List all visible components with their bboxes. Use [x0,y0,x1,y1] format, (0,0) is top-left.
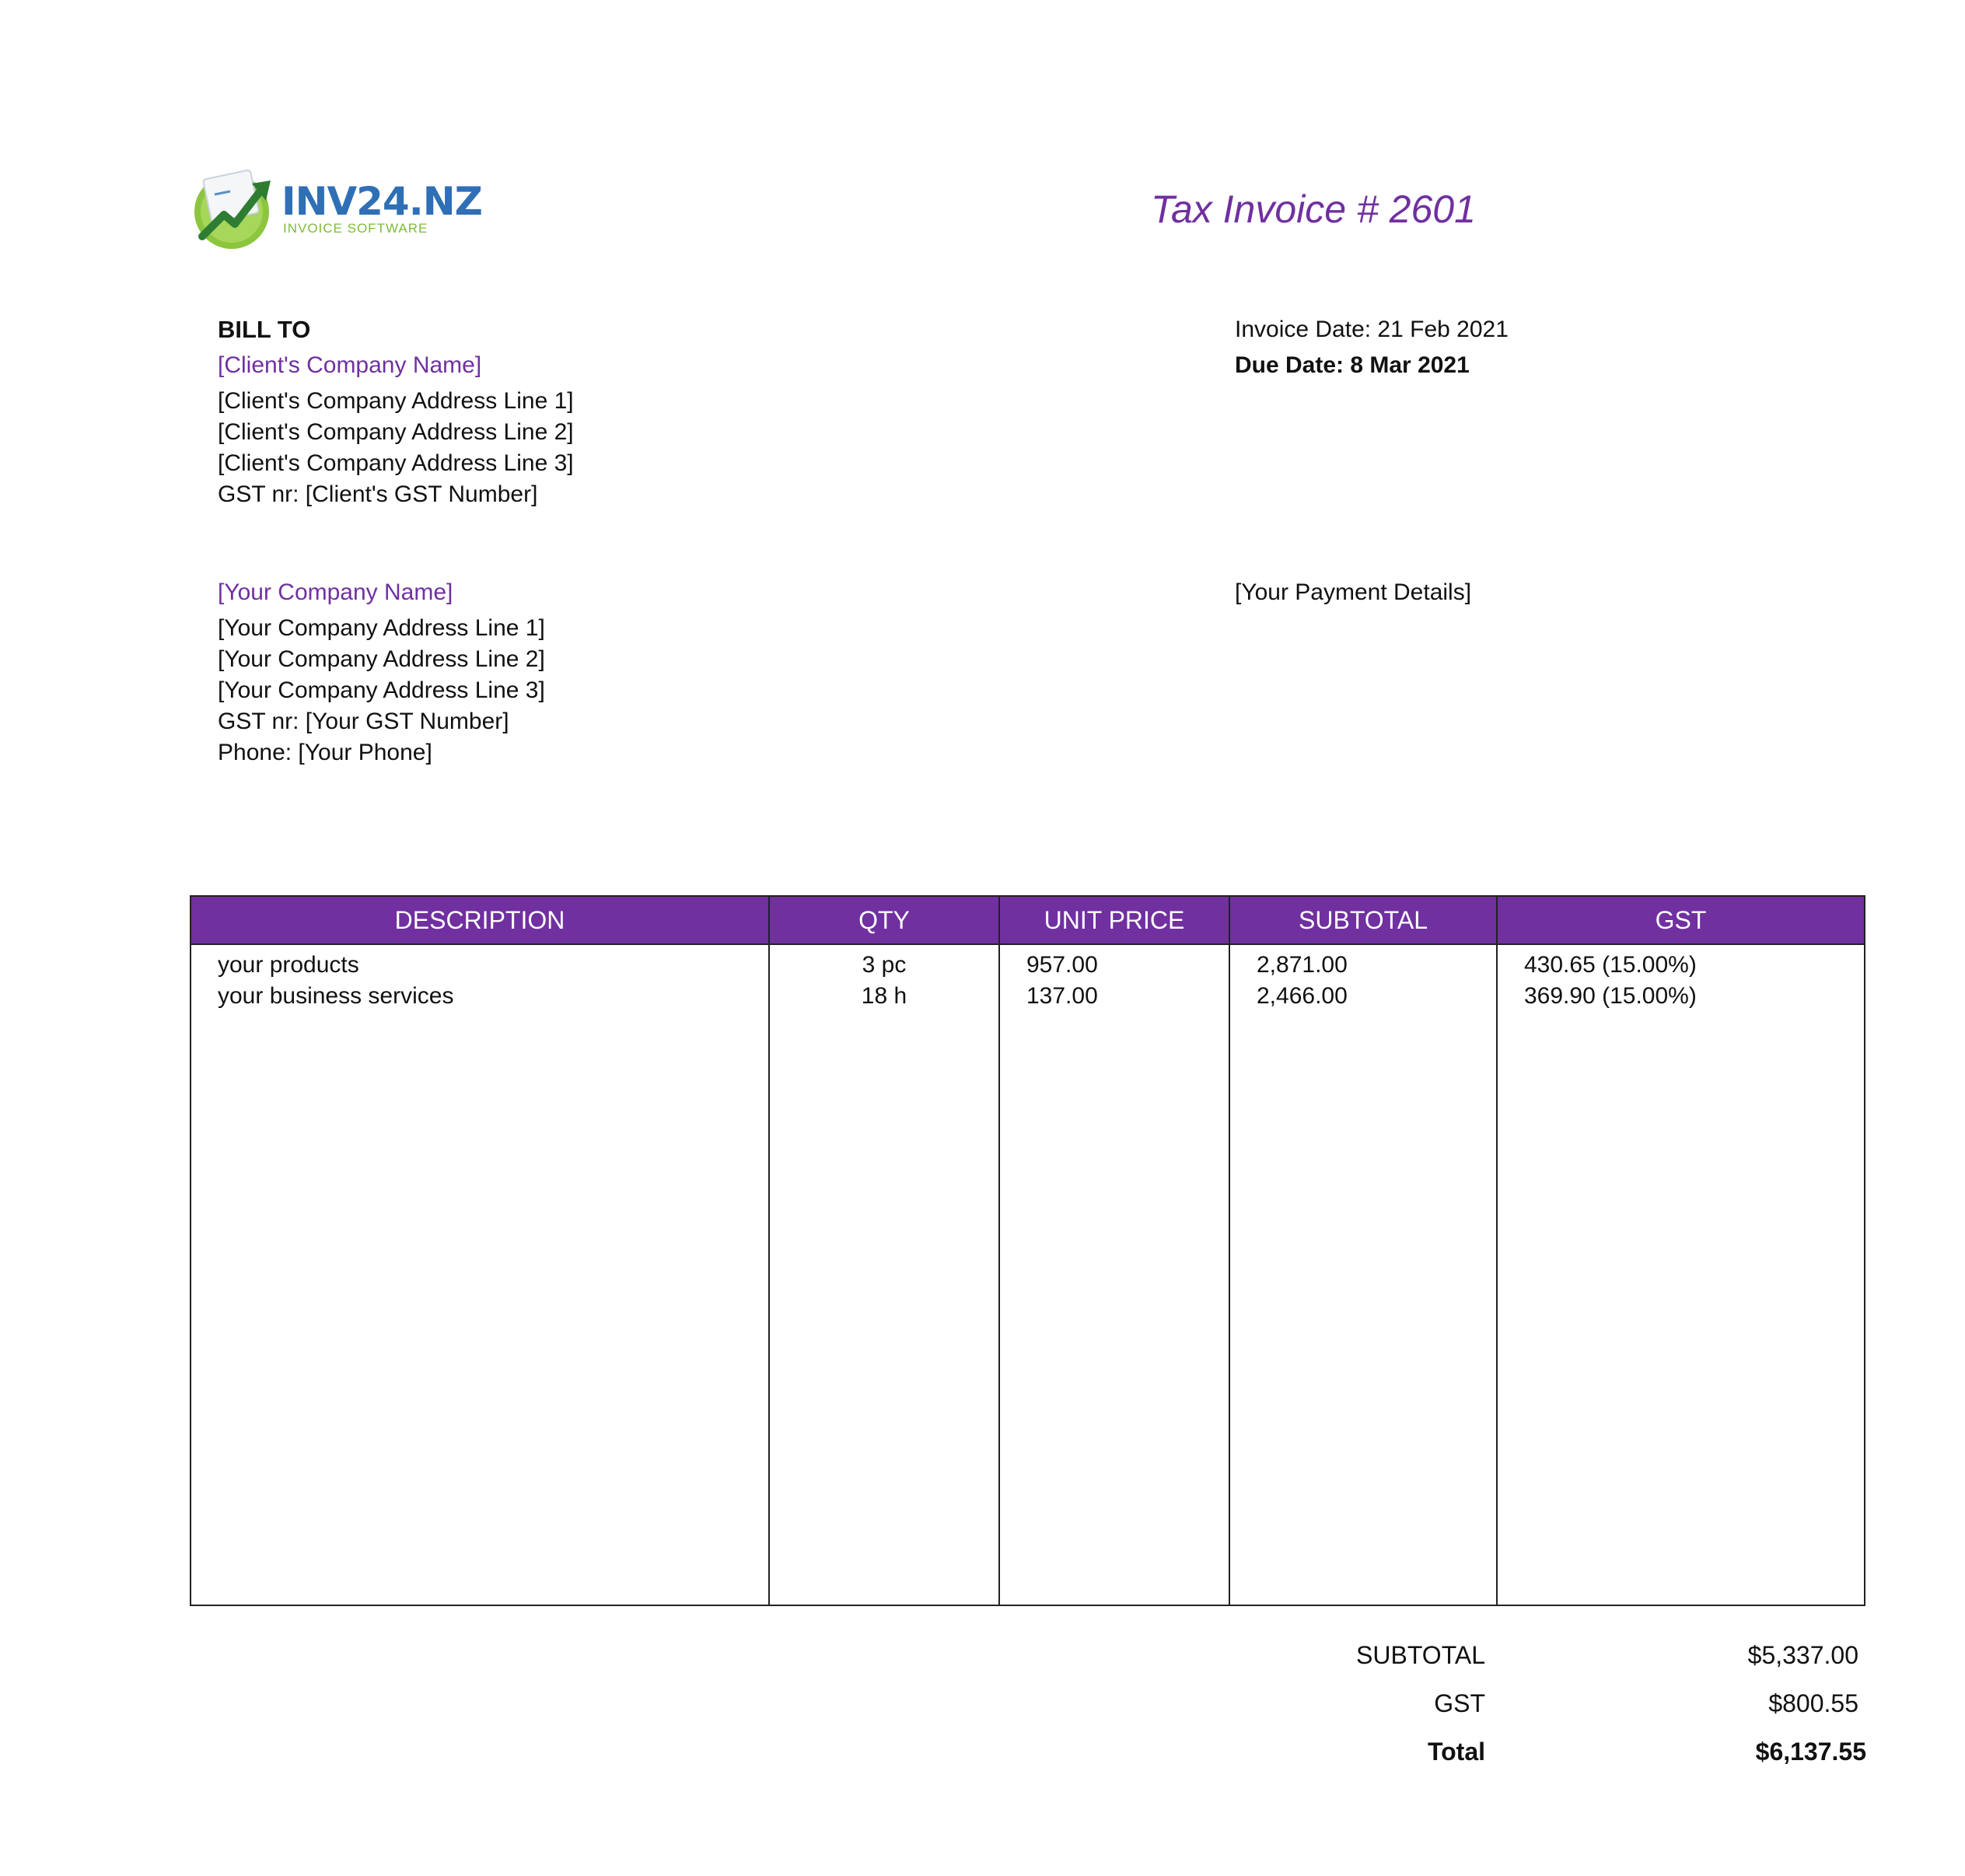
col-header-description: DESCRIPTION [191,896,769,944]
invoice-dates [1235,314,1509,381]
col-header-unit-price: UNIT PRICE [999,896,1229,944]
row-1-unit-price: 957.00 [1026,952,1098,978]
row-1-gst: 430.65 (15.00%) [1524,952,1697,978]
bill-to-block [218,314,574,510]
row-1-qty: 3 pc [862,952,907,978]
col-header-subtotal: SUBTOTAL [1229,896,1497,944]
gst-total-label: GST [1434,1689,1485,1717]
qty-column [769,944,999,1605]
client-address-line-2: [Client's Company Address Line 2] [218,419,574,445]
line-items-table [190,895,1865,1606]
row-2-unit-price: 137.00 [1026,983,1098,1009]
gst-column [1497,944,1865,1605]
logo-mark-icon [190,166,275,250]
seller-address-line-1: [Your Company Address Line 1] [218,615,545,641]
subtotal-value: $5,337.00 [1747,1641,1858,1669]
client-gst-number: GST nr: [Client's GST Number] [218,481,538,507]
unit-price-column [999,944,1229,1605]
table-body-row [191,944,1865,1605]
total-value: $6,137.55 [1755,1738,1866,1766]
seller-gst-number: GST nr: [Your GST Number] [218,709,509,734]
row-2-gst: 369.90 (15.00%) [1524,983,1697,1009]
total-label: Total [1427,1738,1485,1766]
due-date: Due Date: 8 Mar 2021 [1235,352,1470,378]
client-address-line-3: [Client's Company Address Line 3] [218,450,574,476]
row-1-description: your products [218,952,359,978]
bill-to-heading: BILL TO [218,316,311,343]
row-2-description: your business services [218,983,454,1009]
logo-brand: INV24.NZ [281,179,482,224]
seller-address-line-3: [Your Company Address Line 3] [218,677,545,703]
client-company-name: [Client's Company Name] [218,352,482,378]
logo-tagline: INVOICE SOFTWARE [283,221,428,236]
row-1-subtotal: 2,871.00 [1257,952,1348,978]
client-address-line-1: [Client's Company Address Line 1] [218,388,574,414]
col-header-qty: QTY [769,896,999,944]
table-header-row [191,896,1865,944]
subtotal-label: SUBTOTAL [1356,1641,1485,1669]
company-logo [190,166,482,250]
subtotal-column [1229,944,1497,1605]
gst-total-value: $800.55 [1768,1689,1858,1717]
seller-block [218,577,545,768]
seller-address-line-2: [Your Company Address Line 2] [218,646,545,672]
payment-details: [Your Payment Details] [1235,579,1472,605]
invoice-title: Tax Invoice # 2601 [1151,187,1476,231]
row-2-qty: 18 h [861,983,907,1009]
col-header-gst: GST [1497,896,1865,944]
seller-phone: Phone: [Your Phone] [218,740,432,765]
invoice-date: Invoice Date: 21 Feb 2021 [1235,317,1509,342]
row-2-subtotal: 2,466.00 [1257,983,1348,1009]
seller-company-name: [Your Company Name] [218,579,453,605]
description-column [191,944,769,1605]
